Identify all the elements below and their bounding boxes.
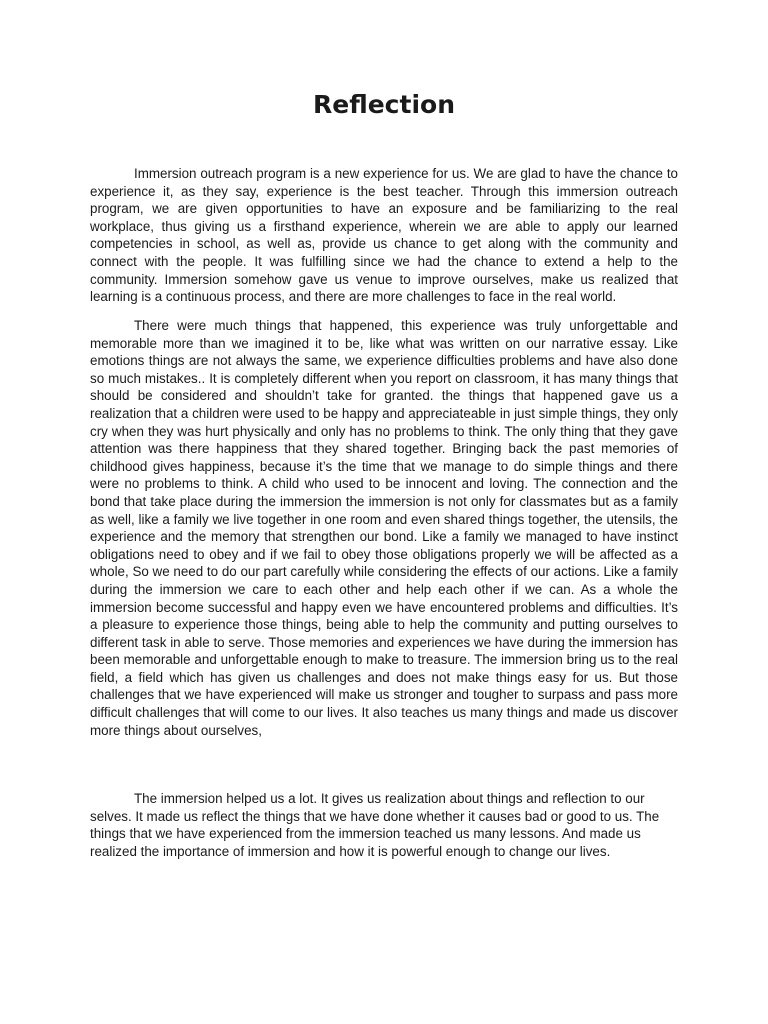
paragraph-3: The immersion helped us a lot. It gives us realization about things and reflection to our selves. It made us reflect the things that we have done whether it causes bad or good to us. The things that we have experienced from the immersion teached us many lessons. And made us realized the importance of immersion and how it is powerful enough to change our lives.: [90, 791, 660, 859]
paragraph-1: Immersion outreach program is a new experience for us. We are glad to have the chance to experience it, as they say, experience is the best teacher. Through this immersion outreach program, we are given opportunities to have an exposure and be familiarizing to the real workplace, thus giving us a firsthand experience, wherein we are able to apply our learned competencies in school, as well as, provide us chance to get along with the community and connect with the people. It was fulfilling since we had the chance to extend a help to the community. Immersion somehow gave us venue to improve ourselves, make us realized that learning is a continuous process, and there are more challenges to face in the real world.: [90, 166, 678, 305]
page-title: Reflection: [312, 90, 455, 119]
paragraph-2: There were much things that happened, this experience was truly unforgettable and memorable more than we imagined it to be, like what was written on our narrative essay. Like emotions things are not always the same, we experience difficulties problems and have also done so much mistakes.. It is completely different when you report on classroom, it has many things that should be considered and shouldn’t take for granted. the things that happened gave us a realization that a children were used to be happy and appreciateable in just simple things, they only cry when they was hurt physically and only has no problems to think. The only thing that they gave attention was there happiness that they shared together. Bringing back the past memories of childhood gives happiness, because it’s the time that we manage to do simple things and there were no problems to think. A child who used to be innocent and loving. The connection and the bond that take place during the immersion the immersion is not only for classmates but as a family as well, like a family we live together in one room and even shared things together, the utensils, the experience and the memory that strengthen our bond. Like a family we managed to have instinct obligations need to obey and if we fail to obey those obligations properly we will be affected as a whole, So we need to do our part carefully while considering the effects of our actions. Like a family during the immersion we care to each other and help each other if we can. As a whole the immersion become successful and happy even we have encountered problems and difficulties. It’s a pleasure to experience those things, being able to help the community and putting ourselves to different task in able to serve. Those memories and experiences we have during the immersion has been memorable and unforgettable enough to make to treasure. The immersion bring us to the real field, a field which has given us challenges and does not make things easy for us. But those challenges that we have experienced will make us stronger and tougher to surpass and pass more difficult challenges that will come to our lives. It also teaches us many things and made us discover more things about ourselves,: [90, 318, 678, 738]
